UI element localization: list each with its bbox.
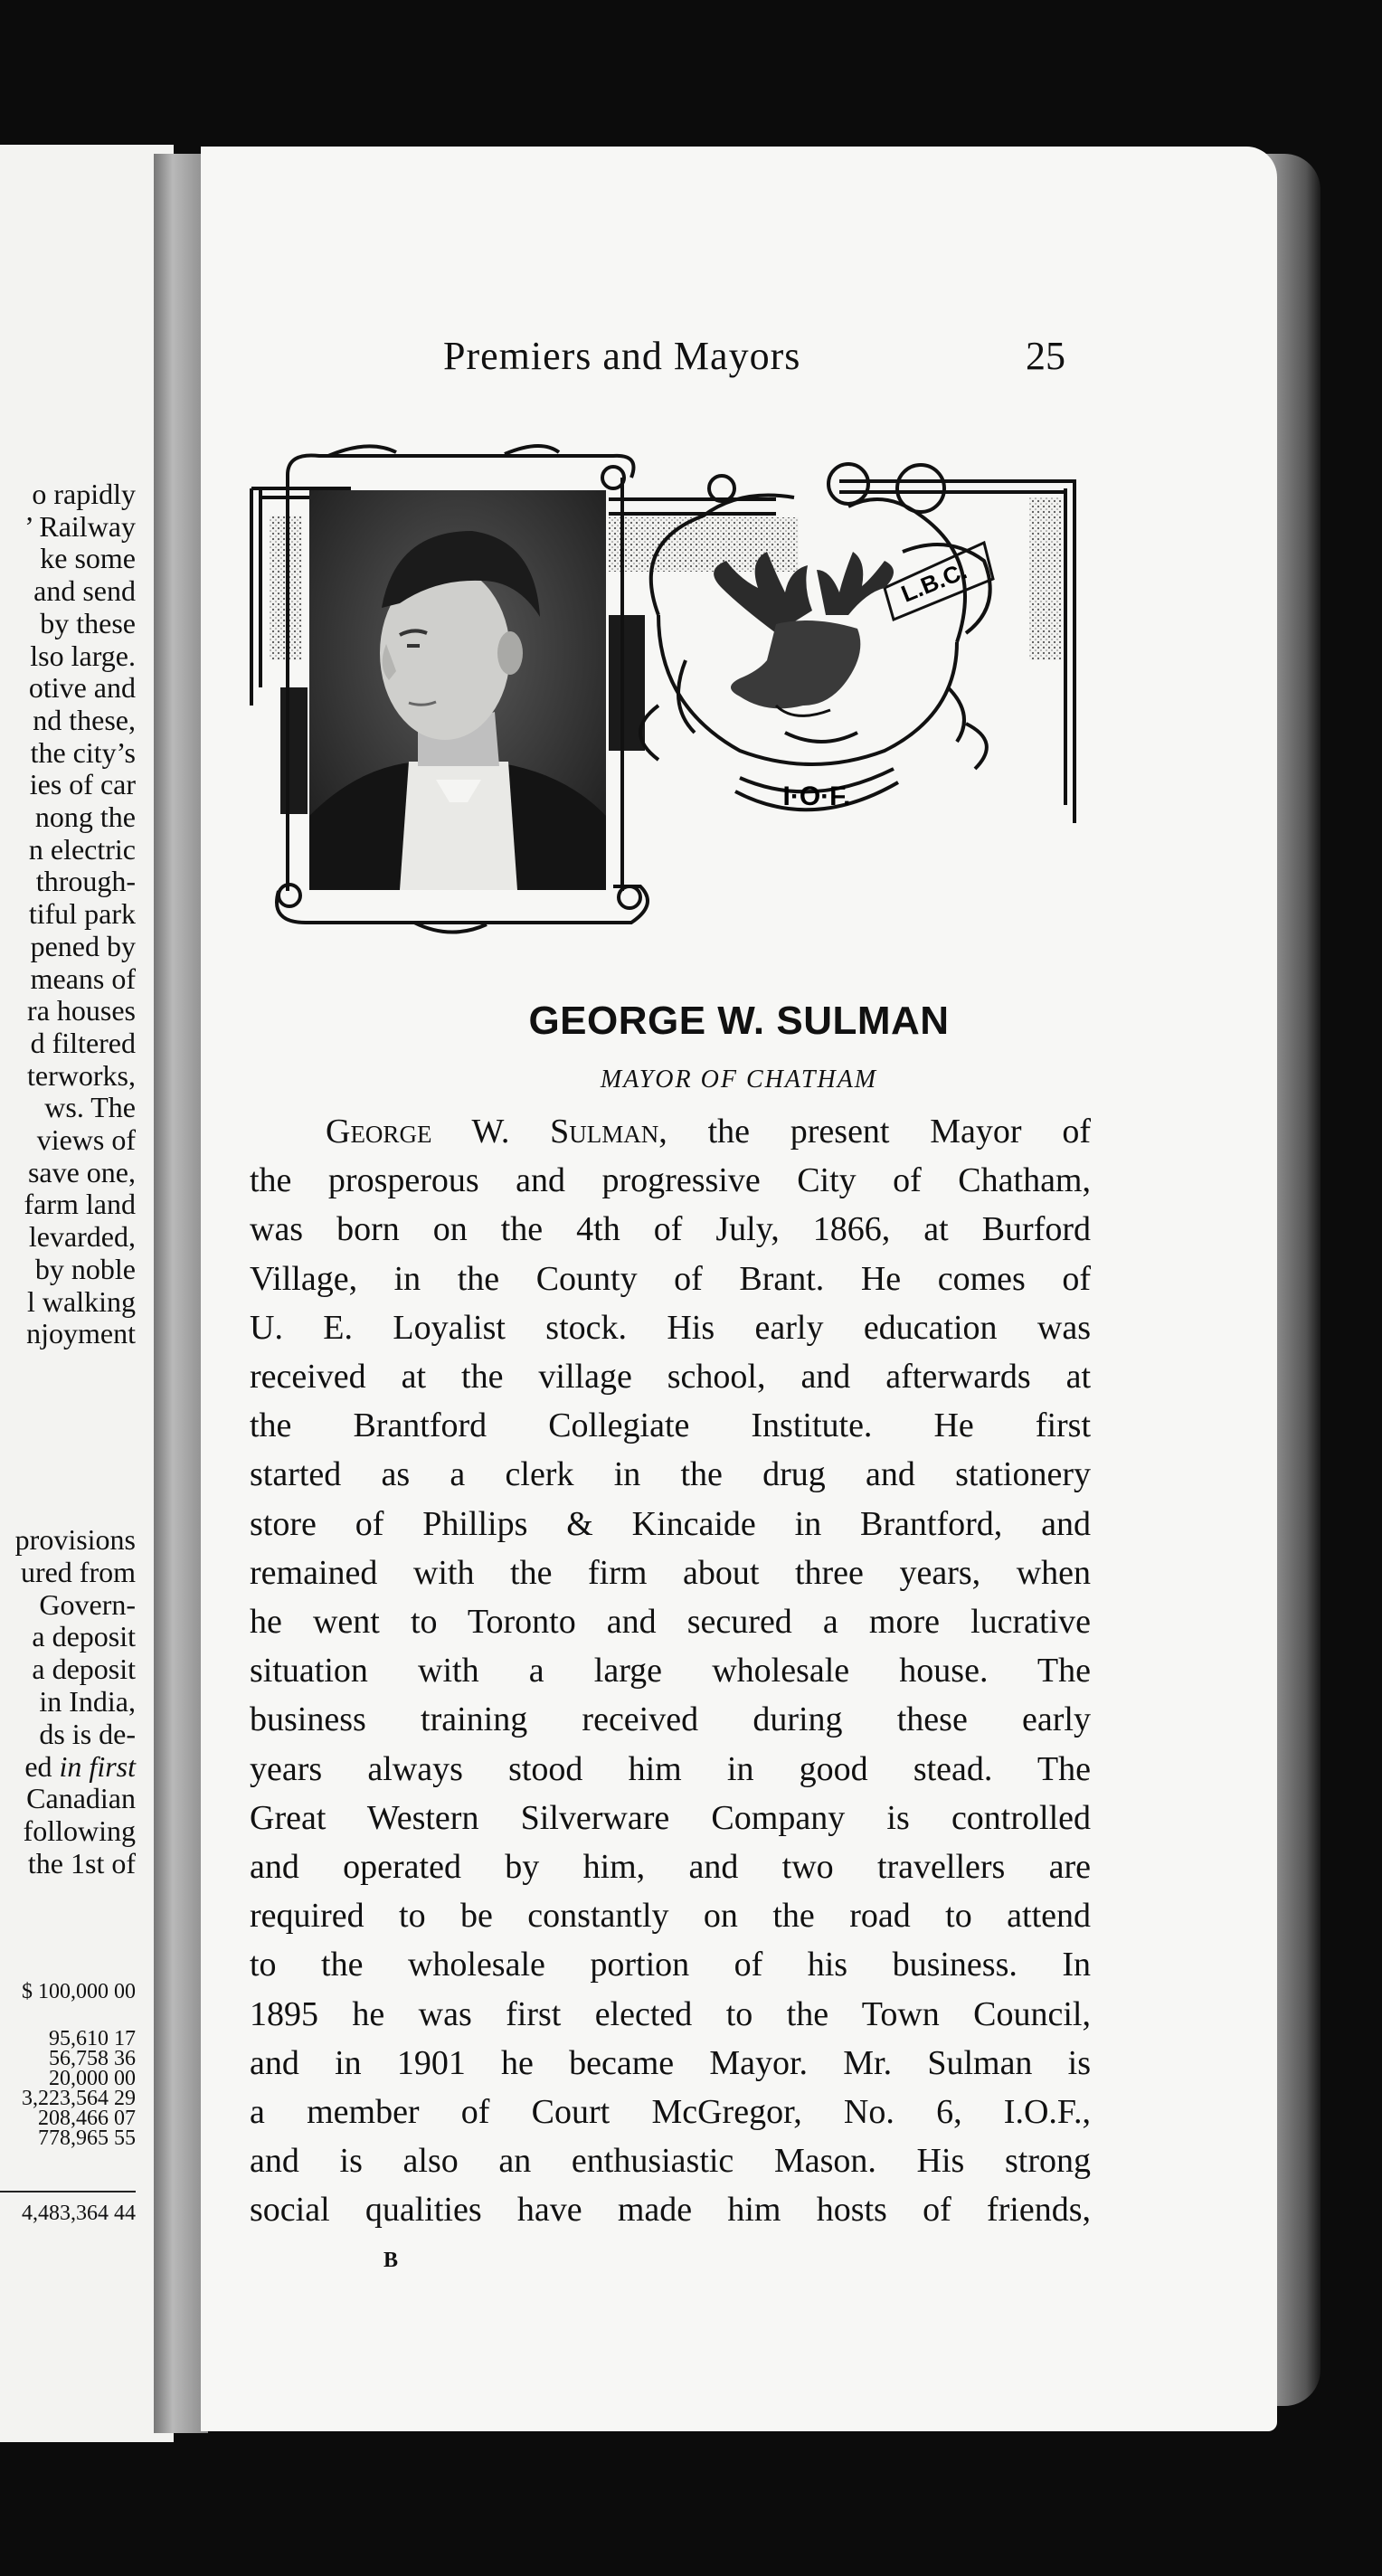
previous-page-line: by these: [40, 607, 136, 639]
article-line: and is also an enthusiastic Mason. His strong: [250, 2142, 1091, 2180]
article-line: Village, in the County of Brant. He comes of: [250, 1260, 1091, 1298]
previous-page-amount: 778,965 55: [38, 2126, 136, 2150]
previous-page-amount: 95,610 17: [49, 2027, 136, 2050]
previous-page-line: ds is de-: [39, 1718, 136, 1750]
moose-head-icon: [714, 552, 894, 715]
previous-page-line: ’ Railway: [24, 510, 136, 543]
article-line: to the wholesale portion of his business. In: [250, 1946, 1091, 1984]
previous-page-line: nd these,: [33, 704, 136, 736]
previous-page-line: a deposit: [32, 1653, 136, 1685]
previous-page-amount: $ 100,000 00: [22, 1980, 136, 2003]
previous-page-line: and send: [33, 574, 136, 607]
previous-page-line: provisions: [14, 1523, 136, 1556]
article-line: U. E. Loyalist stock. His early education was: [250, 1309, 1091, 1347]
previous-page-line: farm land: [24, 1188, 136, 1220]
previous-page-amount: 56,758 36: [49, 2047, 136, 2070]
previous-page-line: otive and: [28, 671, 136, 704]
previous-page-line: pened by: [30, 930, 136, 962]
previous-page-line: ws. The: [44, 1091, 136, 1123]
lbc-banner-text: L.B.C.: [897, 556, 971, 608]
article-line: remained with the firm about three years, when: [250, 1554, 1091, 1592]
previous-page-line: through-: [35, 865, 136, 897]
article-line: received at the village school, and afterwards at: [250, 1358, 1091, 1396]
previous-page-line: Govern-: [39, 1588, 136, 1621]
previous-page-line: terworks,: [27, 1059, 136, 1092]
article-line: 1895 he was first elected to the Town Council,: [250, 1995, 1091, 2033]
previous-page-amount: 3,223,564 29: [22, 2087, 136, 2110]
article-line: [326, 1114, 1091, 1149]
previous-page-line: by noble: [34, 1253, 136, 1285]
previous-page-fragment: [0, 145, 174, 2442]
previous-page-line: l walking: [27, 1285, 136, 1318]
previous-page-line: lso large.: [30, 639, 136, 672]
article-line-text: , the present Mayor of: [658, 1113, 1091, 1151]
previous-page-line: Canadian: [26, 1782, 136, 1814]
article-subtitle: MAYOR OF CHATHAM: [600, 1065, 878, 1094]
article-line: the Brantford Collegiate Institute. He first: [250, 1406, 1091, 1444]
article-line: required to be constantly on the road to attend: [250, 1897, 1091, 1935]
previous-page-line: levarded,: [28, 1220, 136, 1253]
previous-page-line: n electric: [28, 833, 136, 866]
book-spine: [154, 154, 208, 2433]
running-head-title: Premiers and Mayors: [443, 334, 801, 378]
article-line: started as a clerk in the drug and stationery: [250, 1455, 1091, 1493]
article-line: social qualities have made him hosts of friends,: [250, 2191, 1091, 2229]
previous-page-amount: 208,466 07: [38, 2107, 136, 2130]
signature-mark: B: [383, 2249, 399, 2272]
previous-page-amount: 4,483,364 44: [22, 2202, 136, 2225]
article-line: situation with a large wholesale house. The: [250, 1652, 1091, 1690]
article-line: and operated by him, and two travellers are: [250, 1848, 1091, 1886]
article-line: business training received during these early: [250, 1700, 1091, 1738]
previous-page-line: njoyment: [26, 1317, 136, 1350]
article-line: he went to Toronto and secured a more lucrative: [250, 1603, 1091, 1641]
previous-page-line: ke some: [40, 542, 136, 574]
page-number: 25: [1026, 334, 1065, 378]
previous-page-line: ured from: [20, 1556, 136, 1588]
previous-page-amount: 20,000 00: [49, 2067, 136, 2090]
iof-emblem: [640, 464, 993, 769]
previous-page-line: ed in first: [24, 1750, 136, 1783]
article-line: a member of Court McGregor, No. 6, I.O.F.,: [250, 2093, 1091, 2131]
previous-page-line: nong the: [34, 800, 136, 833]
iof-ribbon-text: I·O·F.: [782, 781, 851, 811]
previous-page-line: following: [23, 1814, 136, 1847]
previous-page-line: save one,: [27, 1156, 136, 1189]
previous-page-line: d filtered: [30, 1027, 136, 1059]
article-title: GEORGE W. SULMAN: [528, 999, 950, 1043]
article-line: the prosperous and progressive City of Chatham,: [250, 1161, 1091, 1199]
previous-page-line: the city’s: [30, 736, 136, 769]
article-line: and in 1901 he became Mayor. Mr. Sulman is: [250, 2044, 1091, 2082]
previous-page-line: ies of car: [29, 768, 136, 800]
previous-page-line: means of: [30, 962, 136, 995]
article-line: Great Western Silverware Company is controlled: [250, 1799, 1091, 1837]
portrait-photo: [309, 490, 606, 890]
article-line: years always stood him in good stead. The: [250, 1750, 1091, 1788]
article-line: was born on the 4th of July, 1866, at Burford: [250, 1210, 1091, 1248]
previous-page-line: views of: [36, 1123, 136, 1156]
previous-page-line: ra houses: [27, 994, 136, 1027]
previous-page-line: tiful park: [28, 897, 136, 930]
previous-page-line: the 1st of: [27, 1847, 136, 1880]
previous-page-line: a deposit: [32, 1620, 136, 1653]
previous-page-line: in India,: [39, 1685, 136, 1718]
previous-page-sum-rule: [0, 2191, 136, 2192]
lead-name: George W. Sulman: [326, 1113, 659, 1151]
article-line: store of Phillips & Kincaide in Brantford, and: [250, 1505, 1091, 1543]
previous-page-line: o rapidly: [32, 478, 136, 510]
